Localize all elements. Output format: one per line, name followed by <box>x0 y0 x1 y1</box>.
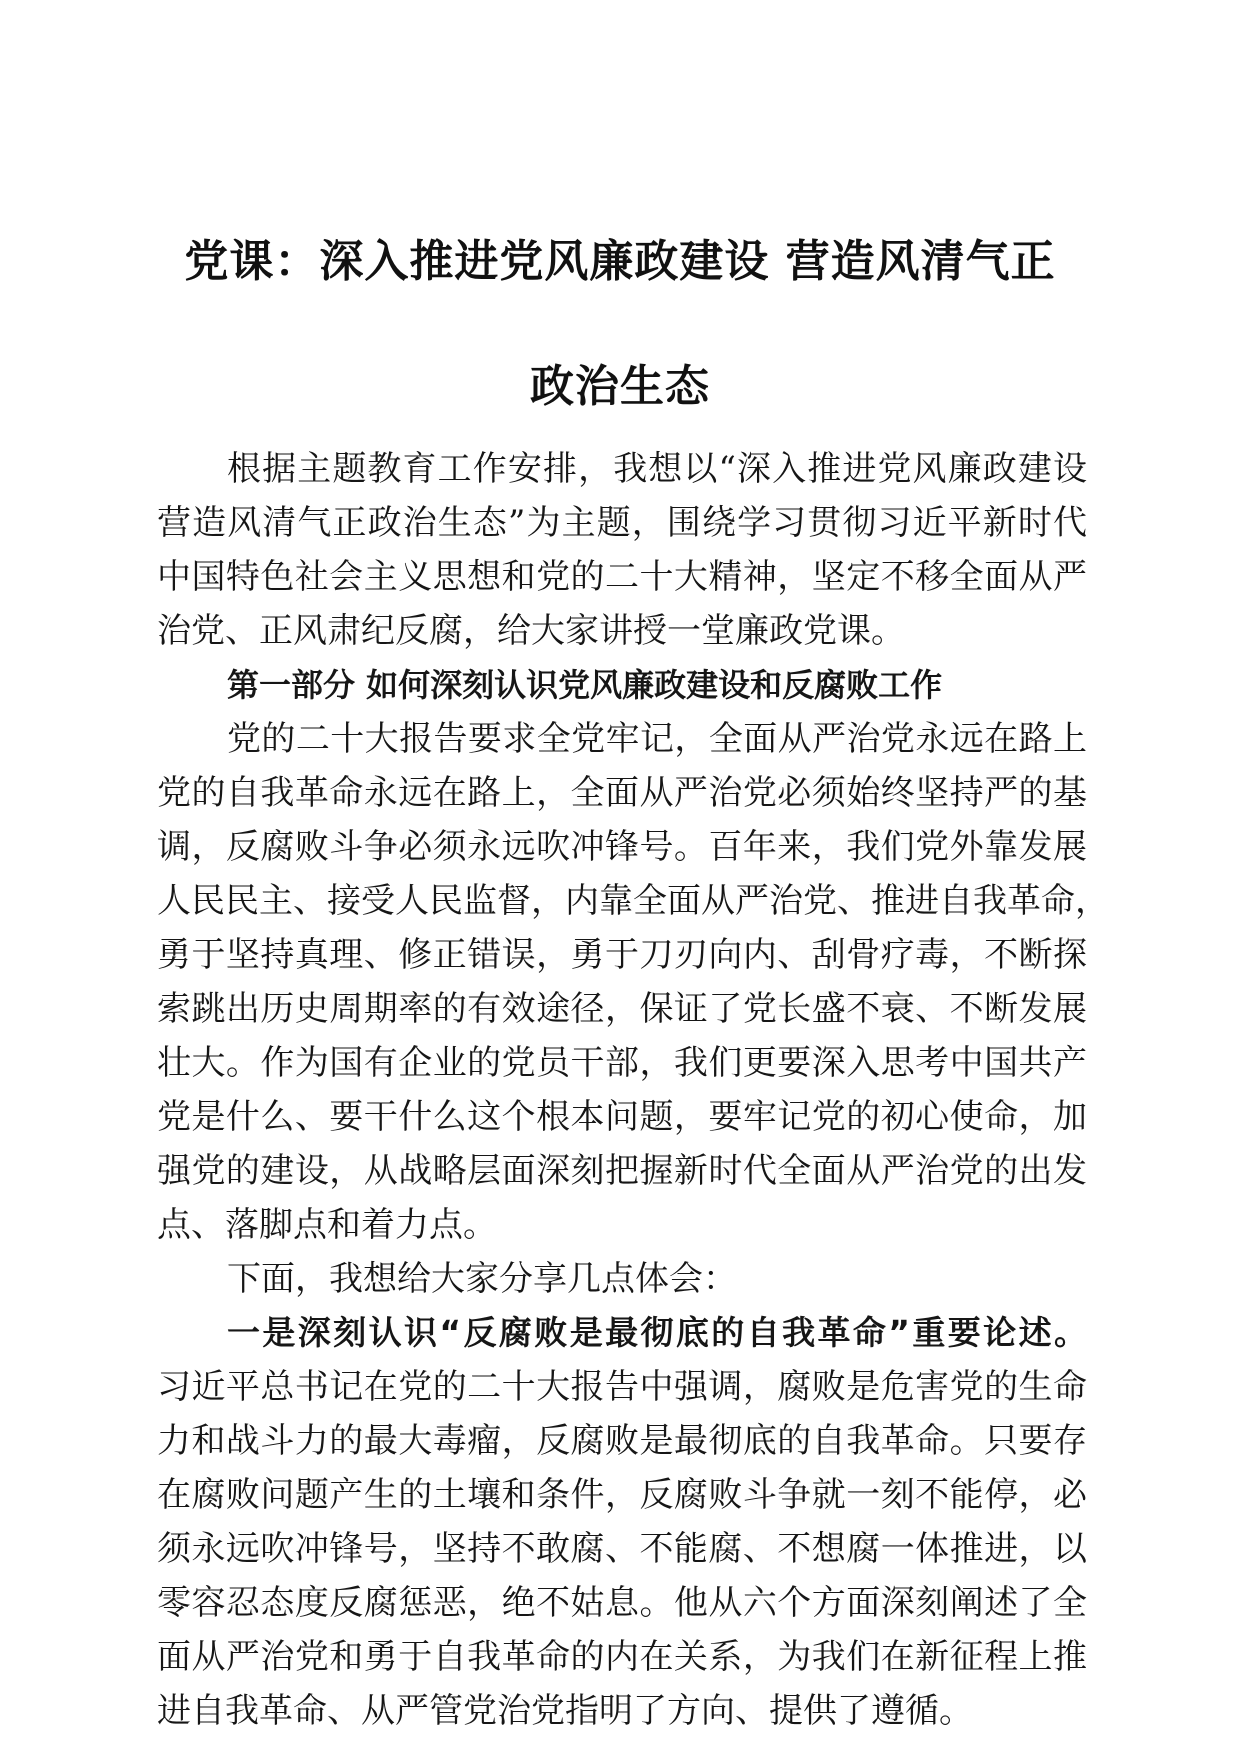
paragraph-line: 党的自我革命永远在路上，全面从严治党必须始终坚持严的基 <box>157 773 1087 813</box>
paragraph-line: 进自我革命、从严管党治党指明了方向、提供了遵循。 <box>157 1691 973 1731</box>
document-title-line-1: 党课：深入推进党风廉政建设 营造风清气正 <box>184 236 1056 287</box>
paragraph-line: 人民民主、接受人民监督，内靠全面从严治党、推进自我革命， <box>157 881 1109 921</box>
paragraph-line: 面从严治党和勇于自我革命的内在关系，为我们在新征程上推 <box>157 1637 1087 1677</box>
paragraph-line: 党是什么、要干什么这个根本问题，要牢记党的初心使命，加 <box>157 1097 1087 1137</box>
paragraph-line: 强党的建设，从战略层面深刻把握新时代全面从严治党的出发 <box>157 1151 1087 1191</box>
paragraph-line: 索跳出历史周期率的有效途径，保证了党长盛不衰、不断发展 <box>157 989 1087 1029</box>
document-title-line-2: 政治生态 <box>530 361 710 412</box>
paragraph-line: 治党、正风肃纪反腐，给大家讲授一堂廉政党课。 <box>157 611 905 651</box>
paragraph-line: 力和战斗力的最大毒瘤，反腐败是最彻底的自我革命。只要存 <box>157 1421 1087 1461</box>
paragraph-line: 中国特色社会主义思想和党的二十大精神，坚定不移全面从严 <box>157 557 1087 597</box>
paragraph-line: 下面，我想给大家分享几点体会： <box>227 1259 737 1299</box>
paragraph-line: 须永远吹冲锋号，坚持不敢腐、不能腐、不想腐一体推进，以 <box>157 1529 1087 1569</box>
paragraph-line: 营造风清气正政治生态”为主题，围绕学习贯彻习近平新时代 <box>157 503 1087 543</box>
paragraph-line: 勇于坚持真理、修正错误，勇于刀刃向内、刮骨疗毒，不断探 <box>157 935 1087 975</box>
bold-lead-sentence: 一是深刻认识“反腐败是最彻底的自我革命”重要论述。 <box>227 1313 1087 1352</box>
paragraph-line: 调，反腐败斗争必须永远吹冲锋号。百年来，我们党外靠发展 <box>157 827 1087 867</box>
section-heading: 第一部分 如何深刻认识党风廉政建设和反腐败工作 <box>227 666 943 704</box>
paragraph-line: 党的二十大报告要求全党牢记，全面从严治党永远在路上 <box>227 719 1087 759</box>
paragraph-line: 零容忍态度反腐惩恶，绝不姑息。他从六个方面深刻阐述了全 <box>157 1583 1087 1623</box>
paragraph-line: 在腐败问题产生的土壤和条件，反腐败斗争就一刻不能停，必 <box>157 1475 1087 1515</box>
paragraph-line: 根据主题教育工作安排，我想以“深入推进党风廉政建设 <box>227 449 1087 489</box>
paragraph-line: 习近平总书记在党的二十大报告中强调，腐败是危害党的生命 <box>157 1367 1087 1407</box>
paragraph-line: 壮大。作为国有企业的党员干部，我们更要深入思考中国共产 <box>157 1043 1087 1083</box>
paragraph-line: 点、落脚点和着力点。 <box>157 1205 497 1245</box>
